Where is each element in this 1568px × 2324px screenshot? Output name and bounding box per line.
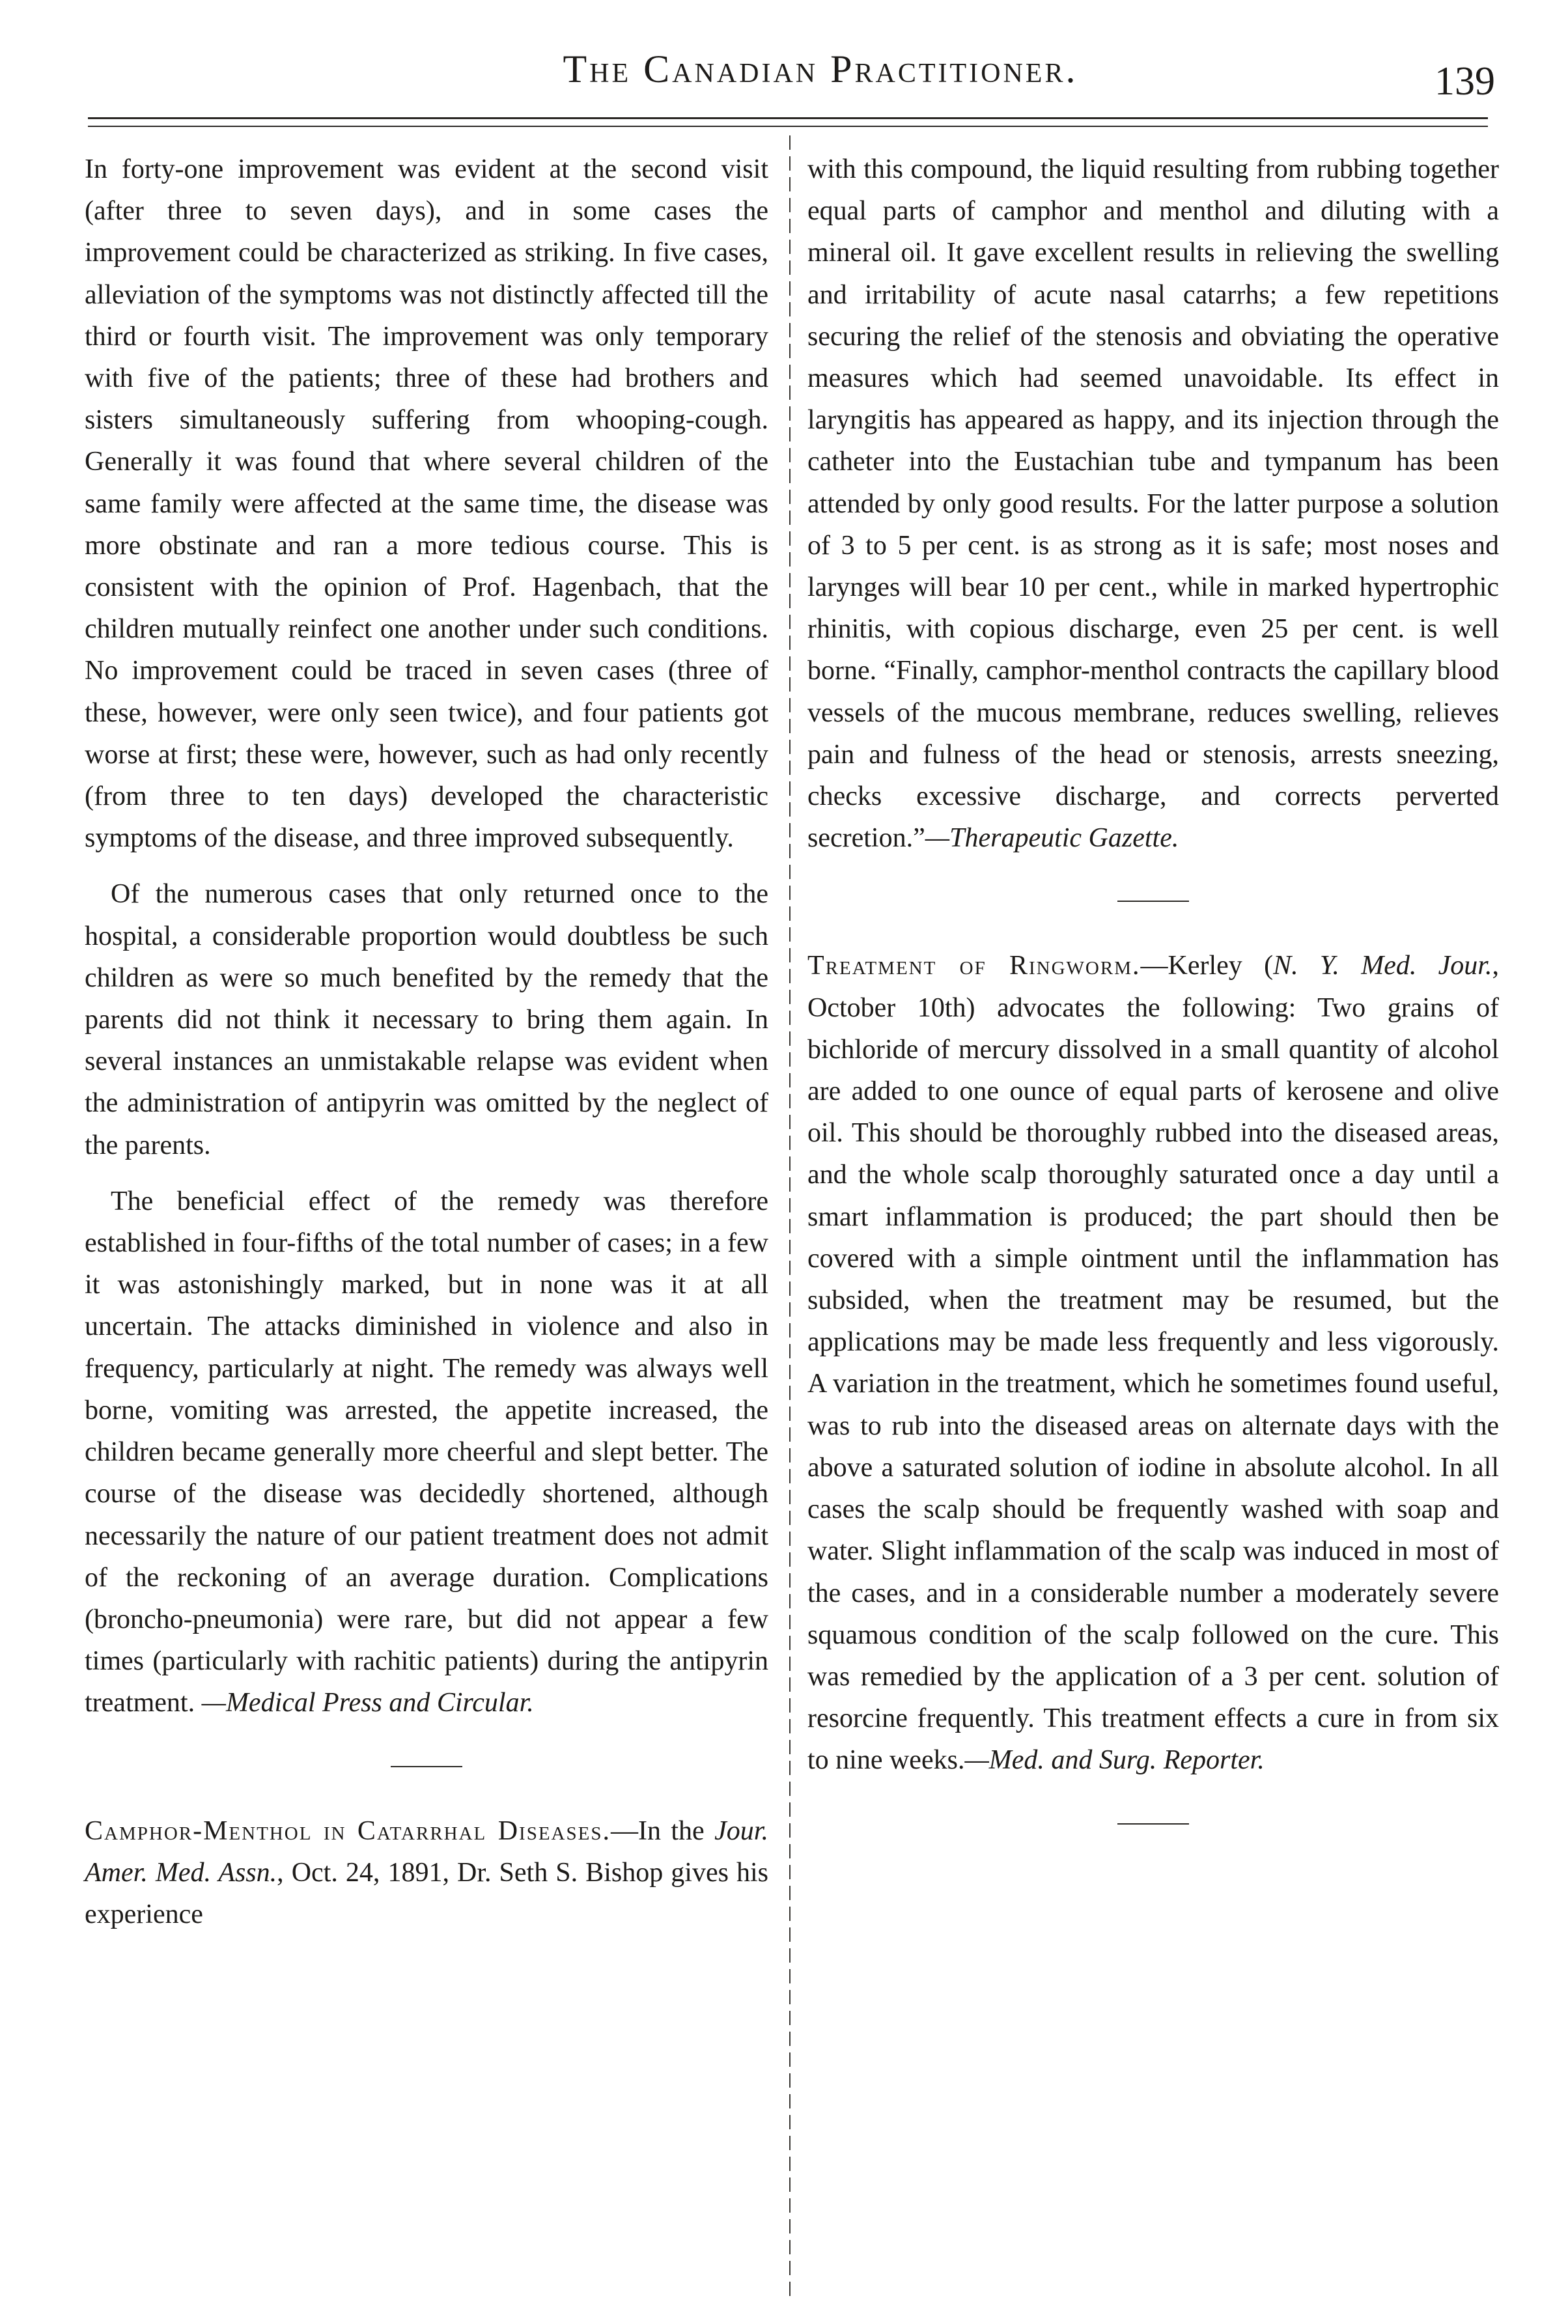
jour-amer-med-assn-citation: Jour. Amer. Med. Assn. [85, 1815, 768, 1888]
ringworm-headline: Treatment of Ringworm. [807, 951, 1141, 981]
camphor-menthol-headline: Camphor-Menthol in Catarrhal Diseases. [85, 1815, 611, 1846]
section-break-rule-end [1117, 1823, 1189, 1825]
antipyrin-paragraph-1: In forty-one improvement was evident at the second visit (after three to seven days), and in some cases the improvement could be characterized as striking. In five cases, alleviation of the symptoms was not distinctly affected till the third or fourth visit. The improvement was only temporary with five of the patients; three of these had brothers and sisters simultaneously suffering from whooping-cough. Generally it was found that where several children of the same family were affected at the same time, the disease was more obstinate and ran a more tedious course. This is consistent with the opinion of Prof. Hagenbach, that the children mutually reinfect one another under such conditions. No improvement could be traced in seven cases (three of these, however, were only seen twice), and four patients got worse at first; these were, however, such as had only recently (from three to ten days) developed the characteristic symptoms of the disease, and three improved subsequently. [85, 154, 768, 854]
medical-press-source: —Medical Press and Circular. [201, 1688, 534, 1718]
camphor-menthol-intro: —In the [610, 1815, 715, 1846]
antipyrin-paragraph-2: Of the numerous cases that only returned once to the hospital, a considerable proportion would doubtless be such children as were so much benefited by the remedy that the parents did not think it necessary to bring them again. In several instances an unmistakable relapse was evident when the administration of antipyrin was omitted by the neglect of the parents. [85, 879, 768, 1160]
camphor-menthol-article [85, 1810, 768, 1936]
header-rule-bottom [88, 126, 1488, 127]
running-title: The Canadian Practitioner. [563, 48, 1078, 91]
camphor-menthol-continuation-text: with this compound, the liquid resulting from rubbing together equal parts of camphor and menthol and diluting with a mineral oil. It gave excellent results in relieving the swelling and irritability of acute nasal catarrhs; a few repetitions securing the relief of the stenosis and obviating the operative measures which had seemed unavoidable. Its effect in laryngitis has appeared as happy, and its injection through the catheter into the Eustachian tube and tympanum has been attended by only good results. For the latter purpose a solution of 3 to 5 per cent. is as strong as it is safe; most noses and larynges will bear 10 per cent., while in marked hypertrophic rhinitis, with copious discharge, even 25 per cent. is well borne. “Finally, camphor-menthol contracts the capillary blood vessels of the mucous membrane, reduces swelling, relieves pain and fulness of the head or stenosis, arrests sneezing, checks excessive discharge, and corrects perverted secretion.” [807, 154, 1499, 854]
ringworm-intro: —Kerley ( [1140, 951, 1274, 981]
page-number: 139 [1435, 59, 1495, 104]
header-rule-top [88, 117, 1488, 119]
camphor-menthol-continuation [807, 148, 1499, 859]
left-column [85, 148, 768, 1935]
section-break-rule [391, 1766, 462, 1767]
therapeutic-gazette-source: —Therapeutic Gazette. [925, 823, 1179, 854]
med-surg-reporter-source: —Med. and Surg. Reporter. [964, 1745, 1265, 1776]
right-column [807, 148, 1499, 1868]
antipyrin-paragraph-3-text: The beneficial effect of the remedy was therefore established in four-fifths of the total number of cases; in a few it was astonishingly marked, but in none was it at all uncertain. The attacks diminished in violence and also in frequency, particularly at night. The remedy was always well borne, vomiting was arrested, the appetite increased, the children became generally more cheerful and slept better. The course of the disease was decidedly shortened, although necessarily the nature of our patient treatment does not admit of the reckoning of an average duration. Complications (broncho-pneumonia) were rare, but did not appear a few times (particularly with rachitic patients) during the antipyrin treatment. [85, 1186, 768, 1718]
ny-med-jour-citation: N. Y. Med. Jour. [1273, 951, 1492, 981]
camphor-menthol-intro-cont: , Oct. 24, 1891, Dr. Seth S. Bishop gives his experience [85, 1857, 768, 1929]
section-break-rule [1117, 901, 1189, 902]
antipyrin-paragraph-3 [85, 1181, 768, 1724]
ringworm-text: , October 10th) advocates the following: Two grains of bichloride of mercury dissolved in a small quantity of alcohol are added to one ounce of equal parts of kerosene and olive oil. This should be thoroughly rubbed into the diseased areas, and the whole scalp thoroughly saturated once a day until a smart inflammation is produced; the part should then be covered with a simple ointment until the inflammation has subsided, when the treatment may be resumed, but the applications may be made less frequently and less vigorously. A variation in the treatment, which he sometimes found useful, was to rub into the diseased areas on alternate days with the above a saturated solution of iodine in absolute alcohol. In all cases the scalp should be frequently washed with soap and water. Slight inflammation of the scalp was induced in most of the cases, and in a considerable number a moderately severe squamous condition of the scalp followed on the cure. This was remedied by the application of a 3 per cent. solution of resorcine frequently. This treatment effects a cure in from six to nine weeks. [807, 951, 1499, 1776]
ringworm-article [807, 945, 1499, 1781]
column-divider [789, 135, 791, 2297]
